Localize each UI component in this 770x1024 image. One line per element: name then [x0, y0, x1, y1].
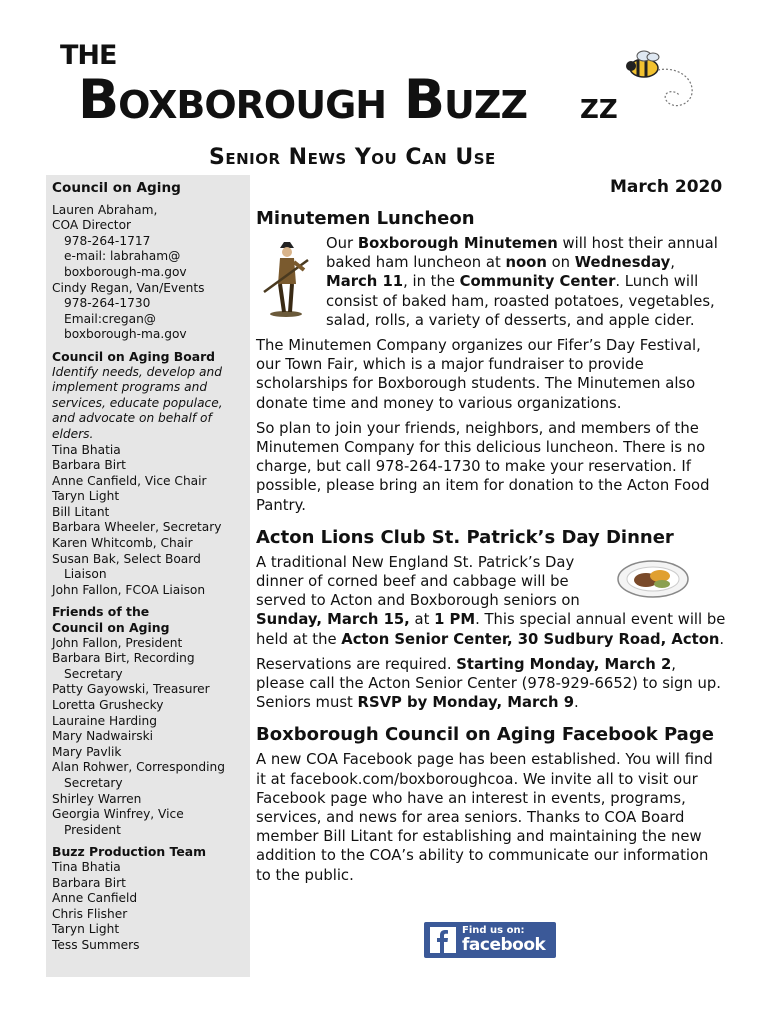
buzz-member-list — [52, 860, 244, 954]
bold-run: Acton Senior Center, 30 Sudbury Road, Acton — [341, 630, 720, 648]
text-run: will host their annual baked ham luncheon at — [326, 235, 718, 272]
facebook-heading: Boxborough Council on Aging Facebook Page — [256, 724, 714, 746]
lions-p2 — [256, 655, 726, 713]
lions-p1 — [256, 553, 726, 649]
facebook-p1: A new COA Facebook page has been established. You will find it at facebook.com/boxboroughcoa. We invite all to visit our Facebook page who have an interest in events, programs, services, and news for area seniors. Thanks to COA Board member Bill Litant for establishing and maintaining the new addition to the COA’s ability to communicate our information to the public. — [256, 751, 713, 884]
main-column — [256, 208, 726, 891]
board-heading: Council on Aging Board — [52, 348, 216, 364]
text-run: Our — [326, 235, 358, 252]
minuteman-statue-icon — [256, 234, 320, 318]
text-run: . — [719, 630, 725, 648]
coa-heading: Council on Aging — [52, 180, 181, 196]
sidebar-line: Barbara Birt — [52, 458, 126, 473]
text-run: on — [546, 254, 575, 272]
bold-run: noon — [505, 254, 547, 272]
text-run: , please call the Acton Senior Center (978-929-6652) to sign up. Seniors must — [256, 655, 721, 712]
bee-icon — [622, 48, 702, 118]
bold-run: 1 PM — [434, 611, 476, 629]
text-run: A traditional New England St. Patrick’s Day dinner of corned beef and cabbage will be served to Acton and Boxborough seniors on — [256, 553, 580, 610]
text-run: at — [409, 611, 435, 629]
text-run: . Lunch will consist of baked ham, roasted potatoes, vegetables, salad, rolls, a variety of desserts, and apple cider. — [326, 273, 715, 329]
board-member-list — [52, 443, 244, 599]
sidebar-line: Email:cregan@ — [64, 311, 156, 326]
text-run: . This special annual event will be held at the — [256, 611, 726, 648]
sidebar-line: Tina Bhatia — [52, 859, 121, 874]
bold-run: Sunday, March 15, — [256, 611, 410, 629]
sidebar-line: Loretta Grushecky — [52, 698, 164, 712]
facebook-badge-logo: facebook — [462, 935, 546, 955]
bold-run: Community Center — [459, 273, 616, 291]
text-run: , in the — [403, 273, 460, 291]
sidebar-line: COA Director — [52, 218, 132, 233]
sidebar-line: Lauraine Harding — [52, 713, 157, 728]
sidebar-line: Alan Rohwer, Corresponding Secretary — [52, 760, 225, 790]
minutemen-p1 — [256, 234, 726, 330]
sidebar-line: Taryn Light — [52, 922, 120, 937]
sidebar-line: Patty Gayowski, Treasurer — [52, 682, 210, 697]
bold-run: Starting Monday, March 2 — [456, 655, 672, 673]
text-run: . — [574, 694, 579, 712]
sidebar-line: Barbara Wheeler, Secretary — [52, 520, 222, 535]
coa-contact-list — [52, 203, 244, 343]
bold-run: Boxborough Minutemen — [357, 235, 558, 252]
minutemen-p2: The Minutemen Company organizes our Fifer’s Day Festival, our Town Fair, which is a major fundraiser to provide scholarships for Boxborough students. The Minutemen also donate time and money to various organizations. — [256, 337, 701, 412]
sidebar-line: Anne Canfield, Vice Chair — [52, 473, 207, 488]
text-run: , — [670, 254, 676, 272]
issue-date: March 2020 — [610, 177, 723, 197]
sidebar-line: Bill Litant — [52, 504, 110, 519]
sidebar-line: Susan Bak, Select Board Liaison — [52, 551, 201, 582]
facebook-badge-small: Find us on: — [462, 925, 525, 936]
sidebar-line: 978-264-1730 — [64, 296, 151, 311]
bold-run: RSVP by Monday, March 9 — [357, 694, 575, 712]
masthead-zz: ZZ — [580, 95, 618, 125]
friends-heading — [52, 604, 244, 635]
sidebar-line: John Fallon, President — [52, 635, 183, 650]
masthead — [0, 0, 770, 175]
facebook-f-icon — [430, 927, 456, 953]
minutemen-p3: So plan to join your friends, neighbors, and members of the Minutemen Company for this delicious luncheon. There is no charge, but call 978-264-1730 to make your reservation. If possible, please bring an item for donation to the Acton Food Pantry. — [256, 419, 710, 514]
text-run: Reservations are required. — [256, 655, 457, 673]
masthead-subtitle: Senior News You Can Use — [209, 145, 496, 170]
sidebar-line: Shirley Warren — [52, 791, 142, 806]
sidebar-line: Lauren Abraham, — [52, 202, 158, 217]
bold-run: Wednesday — [574, 254, 671, 272]
sidebar-line: Chris Flisher — [52, 906, 128, 921]
sidebar-line: Taryn Light — [52, 489, 120, 504]
friends-heading-line-1: Friends of the — [52, 604, 150, 620]
minutemen-heading: Minutemen Luncheon — [256, 208, 475, 229]
lions-p2-text — [256, 656, 721, 711]
friends-member-list — [52, 636, 244, 839]
masthead-title: Boxborough Buzz — [78, 68, 528, 131]
masthead-the: THE — [60, 40, 117, 71]
sidebar-line: Mary Pavlik — [52, 744, 122, 759]
dinner-plate-icon — [616, 559, 690, 599]
sidebar-line: Mary Nadwairski — [52, 729, 154, 744]
sidebar-line: e-mail: labraham@ — [64, 249, 181, 264]
board-mission: Identify needs, develop and implement programs and services, educate populace, and advocate on behalf of elders. — [52, 364, 223, 441]
buzz-heading: Buzz Production Team — [52, 844, 207, 860]
sidebar-line: Barbara Birt — [52, 875, 126, 890]
sidebar-line: 978-264-1717 — [64, 233, 151, 248]
sidebar-line: boxborough-ma.gov — [64, 264, 187, 279]
sidebar-line: Anne Canfield — [52, 891, 138, 906]
sidebar-line: Barbara Birt, Recording Secretary — [52, 651, 195, 681]
minutemen-p1-text — [326, 235, 718, 329]
sidebar-line: Tess Summers — [52, 937, 140, 952]
facebook-badge[interactable] — [424, 922, 556, 958]
sidebar-line: boxborough-ma.gov — [64, 327, 187, 342]
lions-heading: Acton Lions Club St. Patrick’s Day Dinner — [256, 526, 674, 548]
sidebar-line: Georgia Winfrey, Vice President — [52, 807, 184, 837]
sidebar-line: Cindy Regan, Van/Events — [52, 280, 205, 295]
sidebar-line: Tina Bhatia — [52, 442, 121, 457]
sidebar-line: Karen Whitcomb, Chair — [52, 536, 193, 551]
bold-run: March 11 — [326, 273, 404, 291]
sidebar-line: John Fallon, FCOA Liaison — [52, 582, 206, 597]
friends-heading-line-2: Council on Aging — [52, 620, 170, 636]
sidebar — [46, 175, 250, 977]
